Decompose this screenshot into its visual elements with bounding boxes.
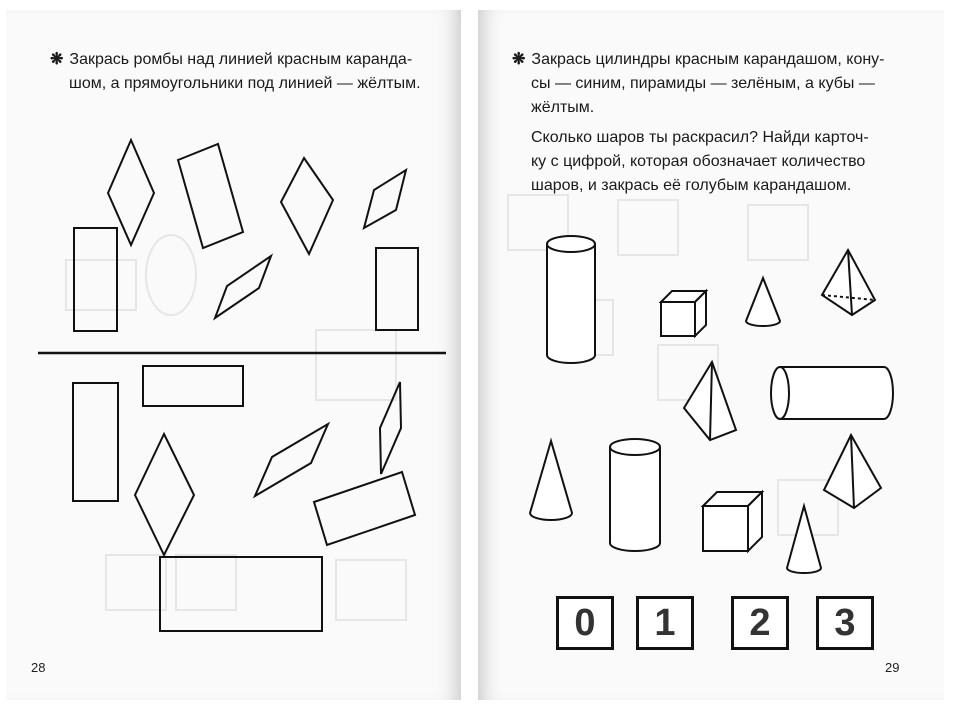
cone-1 <box>746 278 780 326</box>
bullet-icon: ❋ <box>512 51 526 68</box>
right-instruction-1-line-1: Закрась цилиндры красным карандашом, кону- <box>531 51 885 68</box>
right-instruction-2-line-3: шаров, и закрась её голубым карандашом. <box>531 177 852 194</box>
rhombus-5 <box>380 382 401 474</box>
rectangle-2 <box>376 248 418 330</box>
rhombus-3 <box>364 170 406 228</box>
cone-2 <box>530 441 572 520</box>
cylinder-3 <box>610 439 660 551</box>
rhombus-6 <box>255 424 328 496</box>
right-solids-figure <box>478 10 944 700</box>
rhombus-7 <box>135 434 194 555</box>
rectangle-1 <box>74 228 117 331</box>
rectangle-tilted-2 <box>314 472 415 545</box>
cube-1 <box>661 291 706 336</box>
left-instruction-line-2: шом, а прямоугольники под линией — жёлтым. <box>69 75 421 92</box>
rectangle-5 <box>160 557 322 631</box>
rhombus-2 <box>281 158 333 254</box>
number-card-1[interactable]: 1 <box>636 596 694 650</box>
left-shapes-figure <box>6 10 461 700</box>
page-number-right: 29 <box>885 660 900 675</box>
right-page <box>478 10 944 700</box>
pyramid-3 <box>824 435 881 508</box>
cube-2 <box>703 492 762 551</box>
cylinder-1 <box>547 236 595 363</box>
left-instruction-line-1: Закрась ромбы над линией красным каранда- <box>69 51 413 68</box>
bullet-icon: ❋ <box>50 51 64 68</box>
cone-3 <box>787 506 821 573</box>
pyramid-1 <box>822 250 875 315</box>
number-card-3[interactable]: 3 <box>816 596 874 650</box>
left-page <box>6 10 461 700</box>
cylinder-2 <box>771 367 893 419</box>
rhombus-4 <box>215 256 271 318</box>
rhombus-1 <box>108 140 154 245</box>
rectangle-tilted-1 <box>178 144 243 248</box>
right-instruction-2-line-2: ку с цифрой, которая обозначает количество <box>531 153 866 170</box>
rectangle-4 <box>73 383 118 501</box>
number-card-0[interactable]: 0 <box>556 596 614 650</box>
rectangle-3 <box>143 366 243 406</box>
page-number-left: 28 <box>31 660 46 675</box>
right-instruction-1-line-3: жёлтым. <box>531 99 595 116</box>
right-instruction-2-line-1: Сколько шаров ты раскрасил? Найди карточ- <box>531 129 869 146</box>
right-instruction-1-line-2: сы — синим, пирамиды — зелёным, а кубы — <box>531 75 875 92</box>
number-card-2[interactable]: 2 <box>731 596 789 650</box>
pyramid-2 <box>684 362 736 440</box>
